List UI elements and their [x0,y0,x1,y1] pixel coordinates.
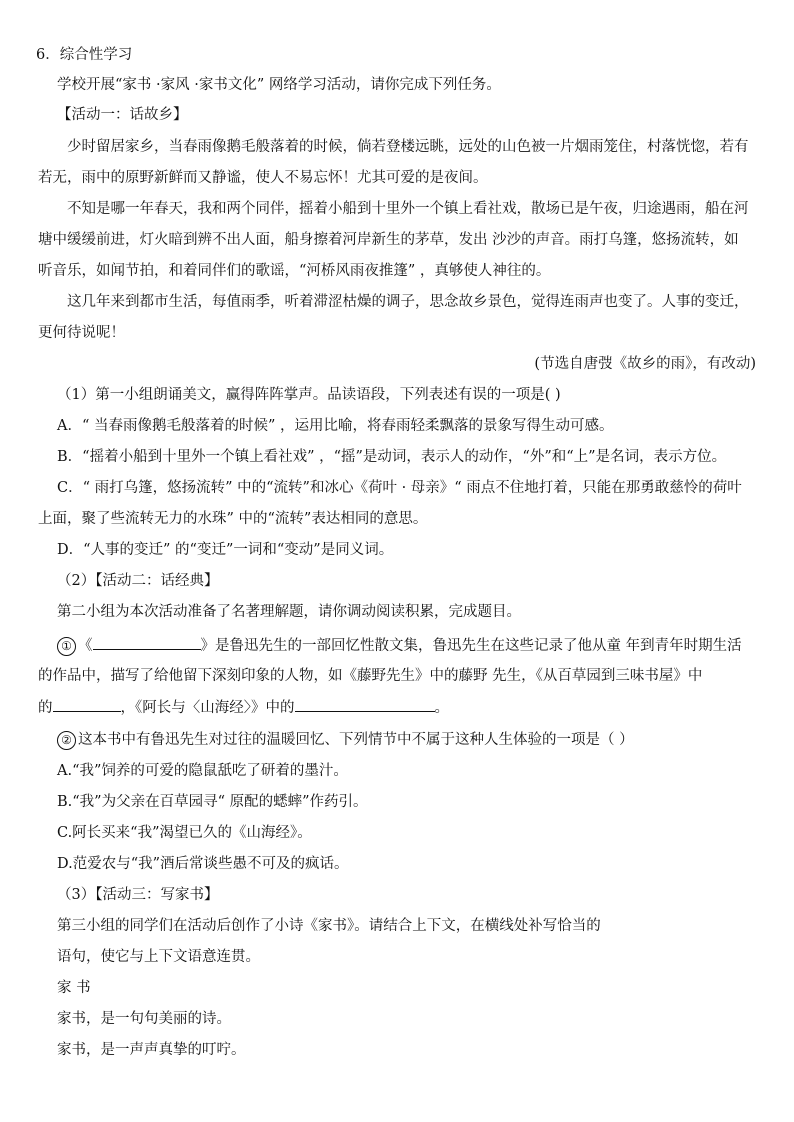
passage-line: 这几年来到都市生活，每值雨季，听着滞涩枯燥的调子，思念故乡景色，觉得连雨声也变了。人事的变迁， [67,294,749,310]
q2-sub1-line2: 的作品中，描写了给他留下深刻印象的人物，如《藤野先生》中的藤野 先生，《从百草园到三味书屋》中 [38,668,703,684]
intro-text: 学校开展“家书 ·家风 ·家书文化” 网络学习活动，请你完成下列任务。 [57,77,501,93]
poem-line: 家书，是一句句美丽的诗。 [57,1011,231,1027]
q2-option-c: C.阿长买来“我”渴望已久的《山海经》。 [57,825,312,841]
q2-option-b: B.“我”为父亲在百草园寻“ 原配的蟋蟀”作药引。 [57,794,368,810]
blank-character-1[interactable] [53,697,121,712]
passage-line: 更何待说呢！ [38,325,125,341]
q1-option-c: C．“ 雨打乌篷，悠扬流转” 中的“流转”和冰心《荷叶 · 母亲》“ 雨点不住地打着，只能在那勇敢慈怜的荷叶 [57,480,742,496]
q1-option-c-cont: 上面，聚了些流转无力的水珠” 中的“流转”表达相同的意思。 [38,511,428,527]
q1-option-d: D．“人事的变迁” 的“变迁”一词和“变动”是同义词。 [57,542,394,558]
q3-intro-cont: 语句，使它与上下文语意连贯。 [57,949,260,965]
q2-sub1: ① 《 》是鲁迅先生的一部回忆性散文集，鲁迅先生在这些记录了他从童 年到青年时期生活 [57,635,742,656]
q1-option-b: B．“摇着小船到十里外一个镇上看社戏” ，“摇”是动词，表示人的动作，“外”和“上”是名词，表示方位。 [57,449,727,465]
poem-title: 家 书 [57,980,91,996]
activity1-title: 【活动一：话故乡】 [57,107,188,123]
q2-option-d: D.范爱农与“我”酒后常谈些愚不可及的疯话。 [57,856,349,872]
circled-number-2: ② [57,731,76,750]
q2-intro: 第二小组为本次活动准备了名著理解题，请你调动阅读积累，完成题目。 [57,604,521,620]
passage-source: (节选自唐弢《故乡的雨》，有改动) [534,356,756,372]
poem-line: 家书，是一声声真挚的叮咛。 [57,1042,246,1058]
q2-sub1-line3: 的 ，《阿长与〈山海经〉》中的 。 [38,697,449,718]
q3-title: （3）【活动三：写家书】 [57,887,219,903]
blank-book-title[interactable] [93,635,201,650]
passage-line: 塘中缓缓前进，灯火暗到辨不出人面，船身擦着河岸新生的茅草，发出 沙沙的声音。雨打乌篷，悠扬流转，如 [38,232,739,248]
q1-option-a: A．“ 当春雨像鹅毛般落着的时候” ，运用比喻，将春雨轻柔飘落的景象写得生动可感。 [57,418,614,434]
q2-option-a: A.“我”饲养的可爱的隐鼠舐吃了研着的墨汁。 [57,763,348,779]
q1-stem: （1）第一小组朗诵美文，赢得阵阵掌声。品读语段，下列表述有误的一项是( ) [57,387,561,403]
q2-title: （2）【活动二：话经典】 [57,573,219,589]
blank-character-2[interactable] [295,697,435,712]
circled-number-1: ① [57,637,76,656]
passage-line: 若无，雨中的原野新鲜而又静谧，使人不易忘怀！尤其可爱的是夜间。 [38,170,488,186]
passage-line: 不知是哪一年春天，我和两个同伴，摇着小船到十里外一个镇上看社戏，散场已是午夜，归途遇雨，船在河 [67,201,749,217]
q2-sub2-stem: ② 这本书中有鲁迅先生对过往的温暖回忆、下列情节中不属于这种人生体验的一项是（ ） [57,730,634,750]
passage-line: 听音乐，如闻节拍，和着同伴们的歌谣，“河桥风雨夜推篷” ，真够使人神往的。 [38,263,551,279]
q3-intro: 第三小组的同学们在活动后创作了小诗《家书》。请结合上下文，在横线处补写恰当的 [57,918,601,934]
passage-line: 少时留居家乡，当春雨像鹅毛般落着的时候，倘若登楼远眺，远处的山色被一片烟雨笼住，村落恍惚，若有 [67,139,749,155]
question-title: 6．综合性学习 [36,47,133,63]
